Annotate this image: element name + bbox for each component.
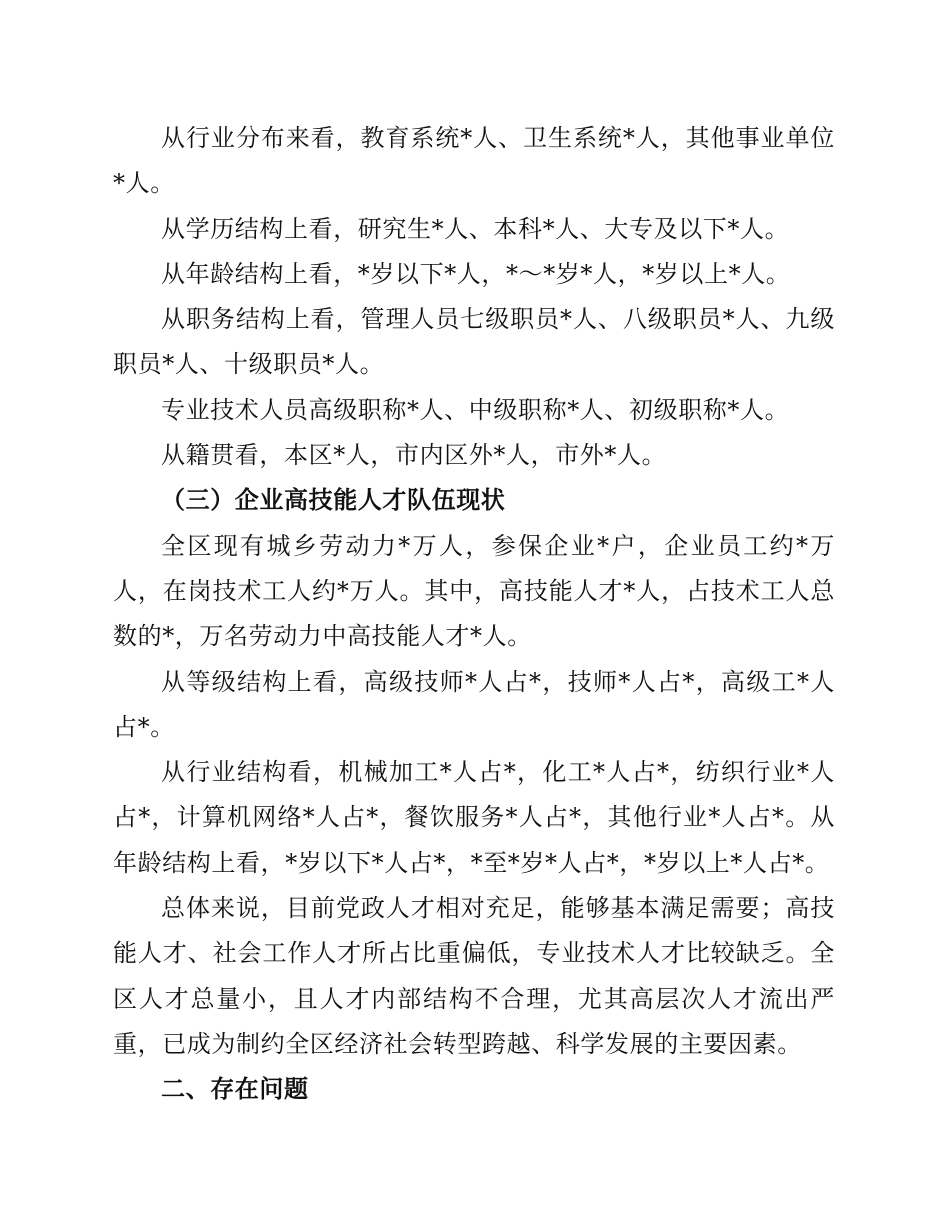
paragraph-skill-levels: 从等级结构上看，高级技师*人占*，技师*人占*，高级工*人占*。 xyxy=(113,667,835,741)
paragraph-labor-force: 全区现有城乡劳动力*万人，参保企业*户，企业员工约*万人，在岗技术工人约*万人。其中，高技能人才*人，占技术工人总数的*，万名劳动力中高技能人才*人。 xyxy=(113,531,835,651)
paragraph-summary: 总体来说，目前党政人才相对充足，能够基本满足需要；高技能人才、社会工作人才所占比重偏低，专业技术人才比较缺乏。全区人才总量小，且人才内部结构不合理，尤其高层次人才流出严重，已成为制约全区经济社会转型跨越、科学发展的主要因素。 xyxy=(113,894,835,1058)
section-heading-skilled-talent: （三）企业高技能人才队伍现状 xyxy=(161,486,506,515)
paragraph-industry-distribution: 从行业分布来看，教育系统*人、卫生系统*人，其他事业单位*人。 xyxy=(113,124,835,198)
paragraph-origin: 从籍贯看，本区*人，市内区外*人，市外*人。 xyxy=(161,441,667,470)
section-heading-problems: 二、存在问题 xyxy=(161,1075,309,1104)
document-body xyxy=(113,116,835,1113)
paragraph-education-structure: 从学历结构上看，研究生*人、本科*人、大专及以下*人。 xyxy=(161,214,790,243)
paragraph-industry-and-age: 从行业结构看，机械加工*人占*，化工*人占*，纺织行业*人占*，计算机网络*人占*，餐饮服务*人占*，其他行业*人占*。从年龄结构上看，*岁以下*人占*，*至*岁*人占*，*岁以上*人占*。 xyxy=(113,758,835,877)
paragraph-professional-titles: 专业技术人员高级职称*人、中级职称*人、初级职称*人。 xyxy=(161,395,790,424)
paragraph-age-structure: 从年龄结构上看，*岁以下*人，*～*岁*人，*岁以上*人。 xyxy=(161,259,791,288)
paragraph-position-structure: 从职务结构上看，管理人员七级职员*人、八级职员*人、九级职员*人、十级职员*人。 xyxy=(113,305,835,379)
